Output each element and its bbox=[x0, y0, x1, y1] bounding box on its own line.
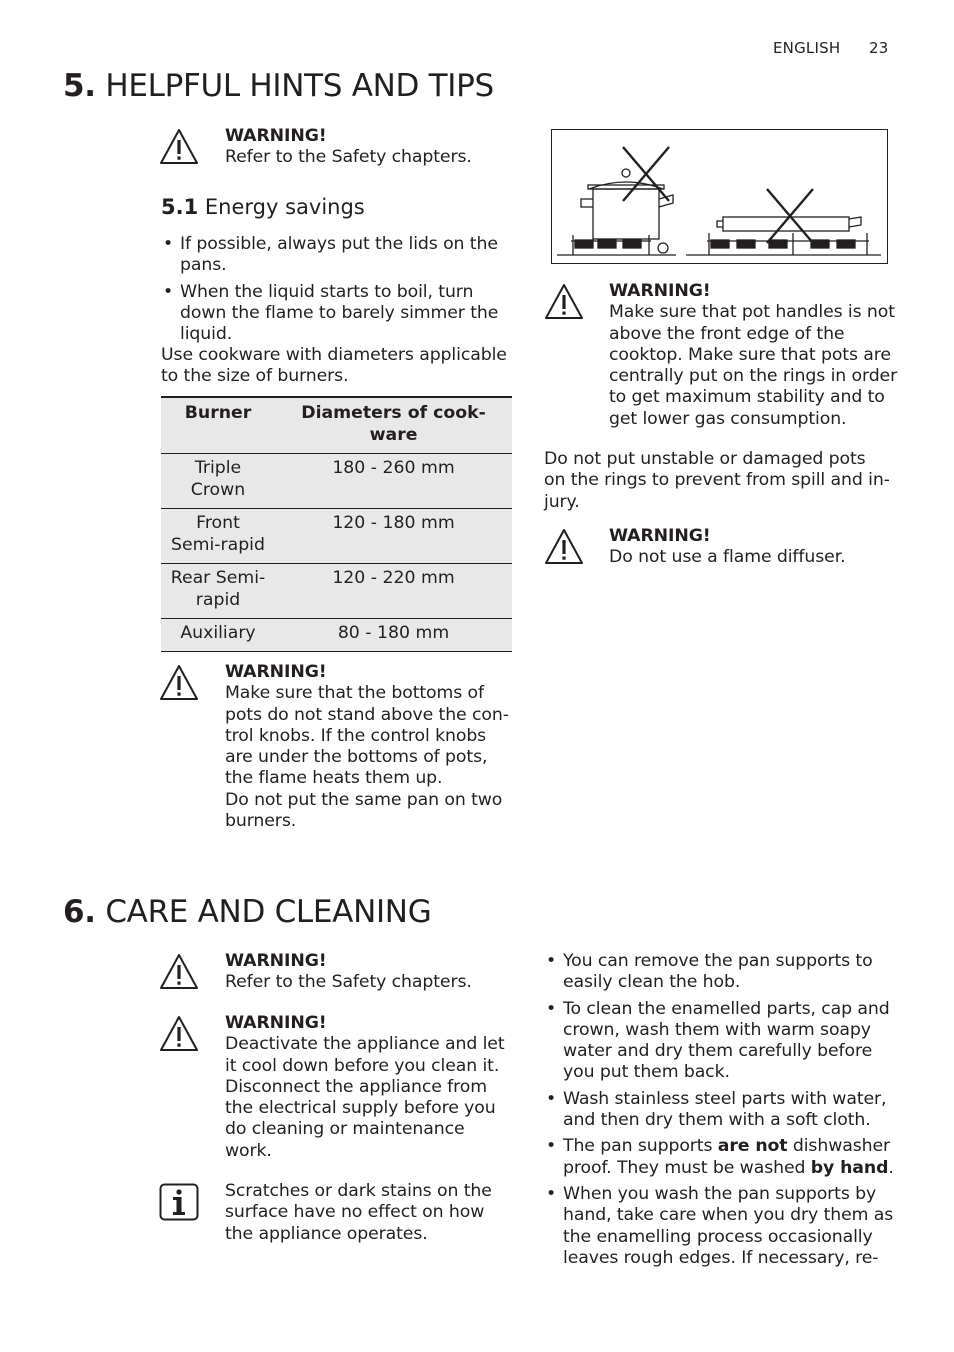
section6-warning1 bbox=[225, 951, 472, 994]
info-text: Scratches or dark stains on the surface have no effect on how the appliance operates. bbox=[225, 1181, 492, 1244]
list-item bbox=[544, 1136, 914, 1179]
warning-text: Deactivate the appliance and let it cool down before you clean it. Disconnect the appliance from the electrical supply before you do cleaning or maintenance work. bbox=[225, 1034, 505, 1161]
warning-text: Refer to the Safety chapters. bbox=[225, 147, 472, 168]
table-cell: Auxiliary bbox=[180, 622, 256, 643]
table-cell: Triple Crown bbox=[190, 457, 246, 500]
section5-warning4 bbox=[609, 526, 846, 569]
table-row bbox=[161, 508, 512, 563]
warning-icon bbox=[159, 1015, 199, 1053]
text-fragment: . bbox=[888, 1157, 894, 1178]
cleaning-list bbox=[544, 951, 914, 1274]
table-cell: 120 - 180 mm bbox=[332, 512, 455, 533]
section5-title bbox=[63, 68, 494, 104]
subsection-title-energy-savings bbox=[161, 195, 365, 219]
list-item: • When you wash the pan supports by hand, take care when you dry them as the enamelling process occasionally leaves rough edges. If necessary, re- bbox=[544, 1184, 914, 1269]
list-item: • When the liquid starts to boil, turn down the flame to barely simmer the liquid. bbox=[161, 282, 521, 346]
warning-icon bbox=[159, 128, 199, 166]
subsection-number: 5.1 bbox=[161, 195, 199, 219]
text-fragment: dishwasher proof. They must be washed bbox=[563, 1136, 891, 1178]
table-cell: 180 - 260 mm bbox=[332, 457, 455, 478]
emphasis-by-hand: by hand bbox=[810, 1157, 889, 1178]
warning-text: Make sure that the bottoms of pots do not stand above the con- trol knobs. If the control knobs are under the bottoms of pots, the flame heats them up. Do not put the same pan on two burners. bbox=[225, 683, 509, 832]
warning-icon bbox=[159, 953, 199, 991]
list-item: • To clean the enamelled parts, cap and crown, wash them with warm soapy water and dry them carefully before you put them back. bbox=[544, 999, 914, 1084]
table-header-cell: Diameters of cook- ware bbox=[301, 403, 486, 445]
section6-title bbox=[63, 894, 431, 930]
table-cell: 80 - 180 mm bbox=[337, 622, 450, 643]
warning-icon bbox=[544, 528, 584, 566]
emphasis-are-not: are not bbox=[717, 1136, 788, 1157]
table-header-row bbox=[161, 397, 512, 453]
warning-title: WARNING! bbox=[609, 281, 711, 301]
section5-number: 5. bbox=[63, 68, 96, 104]
warning-text: Make sure that pot handles is not above the front edge of the cooktop. Make sure that pots are centrally put on the rings in order to get maximum stability and to get lower gas consumption. bbox=[609, 302, 898, 429]
warning-title: WARNING! bbox=[225, 1013, 327, 1033]
warning-text: Do not use a flame diffuser. bbox=[609, 547, 846, 568]
warning-title: WARNING! bbox=[609, 526, 711, 546]
subsection-title-text: Energy savings bbox=[204, 195, 365, 219]
table-cell: Rear Semi- rapid bbox=[170, 567, 266, 610]
section5-warning3 bbox=[609, 281, 897, 430]
pot-placement-illustration bbox=[551, 129, 888, 264]
info-icon bbox=[159, 1183, 199, 1221]
list-item: • You can remove the pan supports to easily clean the hob. bbox=[544, 951, 914, 994]
section5-warning1 bbox=[225, 126, 472, 169]
warning-icon bbox=[159, 664, 199, 702]
table-row bbox=[161, 563, 512, 618]
table-row bbox=[161, 453, 512, 508]
section5-title-text: HELPFUL HINTS AND TIPS bbox=[105, 68, 494, 104]
section6-number: 6. bbox=[63, 894, 96, 930]
warning-title: WARNING! bbox=[225, 662, 327, 682]
warning-text: Refer to the Safety chapters. bbox=[225, 972, 472, 993]
header-language: ENGLISH bbox=[773, 39, 841, 57]
text-fragment: The pan supports bbox=[563, 1136, 718, 1157]
table-header-cell: Burner bbox=[184, 403, 252, 423]
cookware-text: Use cookware with diameters applicable to the size of burners. bbox=[161, 345, 507, 387]
warning-icon bbox=[544, 283, 584, 321]
warning-title: WARNING! bbox=[225, 126, 327, 146]
section6-title-text: CARE AND CLEANING bbox=[105, 894, 432, 930]
section5-warning2 bbox=[225, 662, 509, 832]
list-item: • If possible, always put the lids on the pans. bbox=[161, 234, 521, 277]
table-cell: Front Semi-rapid bbox=[171, 512, 265, 555]
energy-savings-list bbox=[161, 234, 521, 350]
burner-diameter-table bbox=[161, 396, 512, 652]
page-number: 23 bbox=[869, 39, 889, 57]
unstable-pots-text: Do not put unstable or damaged pots on the rings to prevent from spill and in- jury. bbox=[544, 449, 890, 512]
section6-warning2 bbox=[225, 1013, 505, 1162]
list-item: • Wash stainless steel parts with water, and then dry them with a soft cloth. bbox=[544, 1089, 914, 1132]
table-row bbox=[161, 618, 512, 651]
table-cell: 120 - 220 mm bbox=[332, 567, 455, 588]
warning-title: WARNING! bbox=[225, 951, 327, 971]
